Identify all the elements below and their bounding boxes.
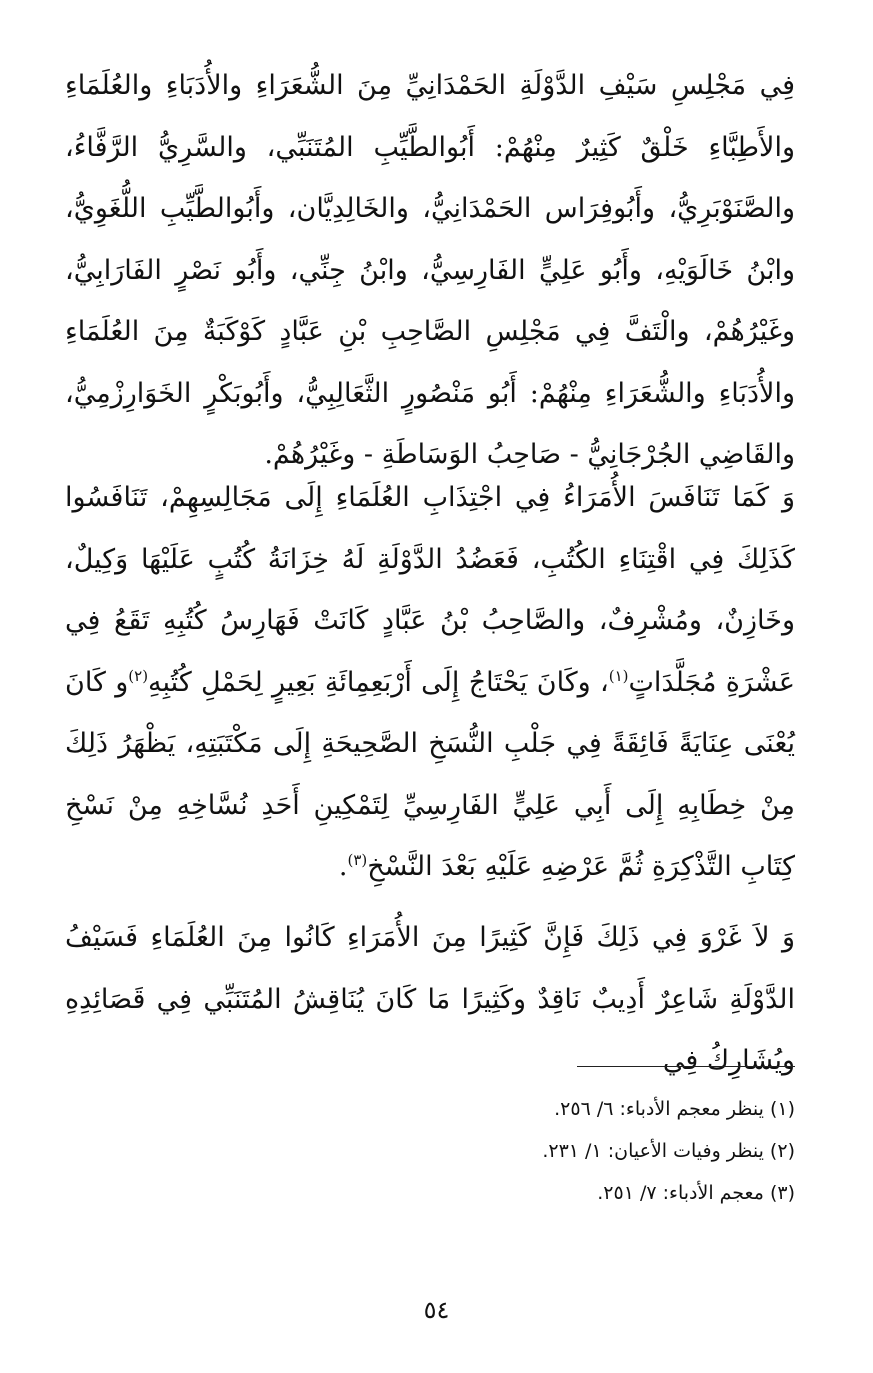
page-number: ٥٤	[423, 1296, 450, 1324]
footnote-divider	[577, 1066, 795, 1067]
footnotes-list	[65, 1088, 795, 1214]
footnote-ref-3: (٣)	[347, 851, 368, 869]
paragraph-3: وَ لاَ غَرْوَ فِي ذَلِكَ فَإِنَّ كَثِيرًا مِنَ الأُمَرَاءِ كَانُوا مِنَ العُلَمَاءِ فَسَيْفُ الدَّوْلَةِ شَاعِرٌ أَدِيبٌ نَاقِدٌ وكَثِيرًا مَا كَانَ يُنَاقِشُ المُتَنَبِّي فِي قَصَائِدِهِ ويُشَارِكُ فِي	[65, 922, 795, 1076]
footnote-item: (٢) ينظر وفيات الأعيان: ١/ ٢٣١.	[542, 1140, 795, 1162]
paragraph-2-text-2: ، وكَانَ يَحْتَاجُ إِلَى أَرْبَعِمِائَةِ بَعِيرٍ لِحَمْلِ كُتُبِهِ	[148, 666, 609, 698]
paragraph-2-text-1: وَ كَمَا تَنَافَسَ الأُمَرَاءُ فِي اجْتِذَابِ العُلَمَاءِ إِلَى مَجَالِسِهِمْ، تَنَافَسُوا كَذَلِكَ فِي اقْتِنَاءِ الكُتُبِ، فَعَضُدُ الدَّوْلَةِ لَهُ خِزَانَةُ كُتُبٍ عَلَيْهَا وَكِيلٌ، وخَازِنٌ، ومُشْرِفٌ، والصَّاحِبُ بْنُ عَبَّادٍ كَانَتْ فَهَارِسُ كُتُبِهِ تَقَعُ فِي عَشْرَةِ مُجَلَّدَاتٍ	[65, 482, 795, 698]
footnote-item: (٣) معجم الأدباء: ٧/ ٢٥١.	[597, 1182, 795, 1204]
footnote-ref-2: (٢)	[128, 666, 149, 685]
paragraph-2-text-4: .	[338, 851, 348, 882]
paragraph-2-text-3: و كَانَ يُعْنَى عِنَايَةً فَائِقَةً فِي جَلْبِ النُّسَخِ الصَّحِيحَةِ إِلَى مَكْتَبَتِهِ، يَظْهَرُ ذَلِكَ مِنْ خِطَابِهِ إِلَى أَبِي عَلِيٍّ الفَارِسِيِّ لِتَمْكِينِ أَحَدِ نُسَّاخِهِ مِنْ نَسْخِ كِتَابِ التَّذْكِرَةِ ثُمَّ عَرْضِهِ عَلَيْهِ بَعْدَ النَّسْخِ	[65, 666, 795, 882]
footnote-ref-1: (١)	[608, 666, 629, 685]
footnote-item: (١) ينظر معجم الأدباء: ٦/ ٢٥٦.	[554, 1098, 795, 1120]
paragraph-1: فِي مَجْلِسِ سَيْفِ الدَّوْلَةِ الحَمْدَانِيِّ مِنَ الشُّعَرَاءِ والأُدَبَاءِ والعُلَمَاءِ والأَطِبَّاءِ خَلْقٌ كَثِيرٌ مِنْهُمْ: أَبُوالطَّيِّبِ المُتَنَبِّي، والسَّرِيُّ الرَّفَّاءُ، والصَّنَوْبَرِيُّ، وأَبُوفِرَاس الحَمْدَانِيُّ، والخَالِدِيَّان، وأَبُوالطَّيِّبِ اللُّغَوِيُّ، وابْنُ خَالَوَيْهِ، وأَبُو عَلِيٍّ الفَارِسِيُّ، وابْنُ جِنِّي، وأَبُو نَصْرٍ الفَارَابِيُّ، وغَيْرُهُمْ، والْتَفَّ فِي مَجْلِسِ الصَّاحِبِ بْنِ عَبَّادٍ كَوْكَبَةٌ مِنَ العُلَمَاءِ والأُدَبَاءِ والشُّعَرَاءِ مِنْهُمْ: أَبُو مَنْصُورٍ الثَّعَالِبِيُّ، وأَبُوبَكْرٍ الخَوَارِزْمِيُّ، والقَاضِي الجُرْجَانِيُّ - صَاحِبُ الوَسَاطَةِ - وغَيْرُهُمْ.	[65, 70, 795, 470]
paragraph-2	[65, 467, 795, 898]
